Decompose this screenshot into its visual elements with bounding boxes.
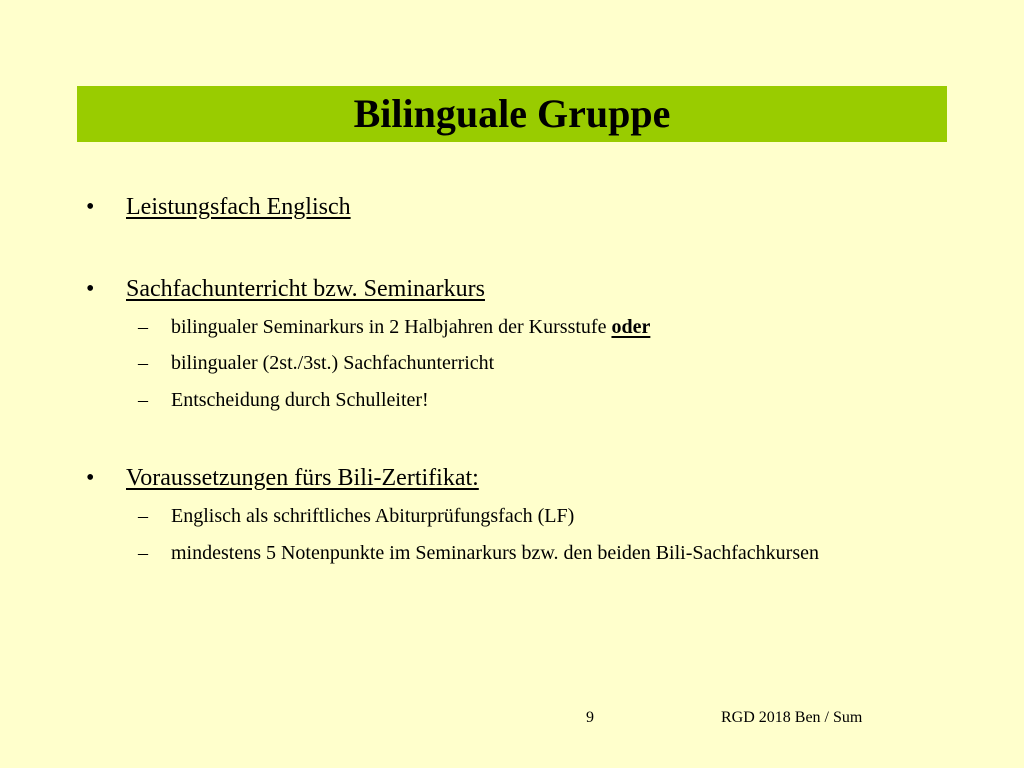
bullet-marker: • bbox=[86, 465, 95, 491]
sub-item-text: Englisch als schriftliches Abiturprüfungsfach (LF) bbox=[171, 505, 575, 527]
bullet-item-voraussetzungen bbox=[86, 464, 479, 492]
sub-item-englisch bbox=[138, 503, 871, 529]
dash-marker: – bbox=[138, 505, 148, 527]
bullet-item-leistungsfach bbox=[86, 193, 351, 221]
sub-item-text-main: bilingualer Seminarkurs in 2 Halbjahren der Kursstufe bbox=[171, 316, 612, 338]
dash-marker: – bbox=[138, 389, 148, 411]
sub-item-text: bilingualer (2st./3st.) Sachfachunterricht bbox=[171, 352, 495, 374]
bullet-marker: • bbox=[86, 276, 95, 302]
emphasis-oder: oder bbox=[611, 316, 651, 338]
title-bar bbox=[77, 86, 947, 142]
bullet-text: Leistungsfach Englisch bbox=[126, 194, 351, 220]
sub-item-sachfachunterricht bbox=[138, 350, 871, 376]
footer-info: RGD 2018 Ben / Sum bbox=[721, 709, 863, 726]
bullet-item-sachfach bbox=[86, 275, 485, 303]
sub-item-text: mindestens 5 Notenpunkte im Seminarkurs bzw. den beiden Bili-Sachfachkursen bbox=[171, 542, 819, 564]
bullet-text: Sachfachunterricht bzw. Seminarkurs bbox=[126, 276, 485, 302]
sub-item-seminarkurs bbox=[138, 314, 871, 340]
sub-item-entscheidung bbox=[138, 387, 871, 413]
bullet-text: Voraussetzungen fürs Bili-Zertifikat: bbox=[126, 465, 479, 491]
sub-item-notenpunkte bbox=[138, 540, 871, 566]
dash-marker: – bbox=[138, 316, 148, 338]
dash-marker: – bbox=[138, 542, 148, 564]
sub-item-text: Entscheidung durch Schulleiter! bbox=[171, 389, 429, 411]
sub-item-text bbox=[171, 314, 871, 340]
dash-marker: – bbox=[138, 352, 148, 374]
page-number: 9 bbox=[586, 709, 594, 726]
slide-title: Bilinguale Gruppe bbox=[353, 91, 671, 136]
bullet-marker: • bbox=[86, 194, 95, 220]
